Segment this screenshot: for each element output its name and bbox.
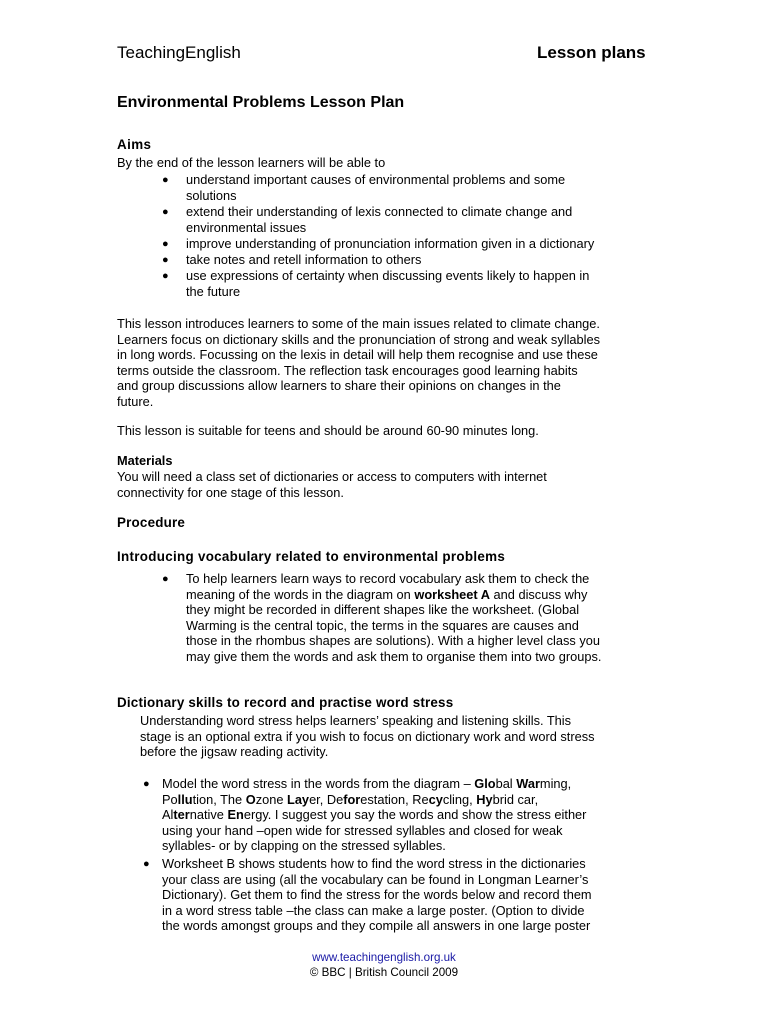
header-section-label: Lesson plans bbox=[537, 43, 646, 62]
text-run: tion, The bbox=[192, 791, 246, 807]
aims-item-line: extend their understanding of lexis connected to climate change and bbox=[186, 204, 573, 219]
paragraph-line: To help learners learn ways to record vocabulary ask them to check the bbox=[186, 571, 590, 586]
stressed-syllable: En bbox=[227, 807, 244, 823]
paragraph-line: the words amongst groups and they compile all answers in one large poster bbox=[162, 918, 591, 934]
paragraph-line: Understanding word stress helps learners’ speaking and listening skills. This bbox=[140, 713, 572, 728]
paragraph-line: Warming is the central topic, the terms in the squares are causes and bbox=[186, 617, 579, 633]
paragraph-line: before the jigsaw reading activity. bbox=[140, 744, 329, 760]
bullet-icon: ● bbox=[143, 778, 150, 790]
paragraph-line: syllables- or by clapping on the stressed syllables. bbox=[162, 838, 446, 854]
paragraph-line bbox=[186, 587, 601, 603]
aims-item bbox=[186, 252, 421, 268]
aims-item-line: take notes and retell information to others bbox=[186, 252, 422, 267]
paragraph-line: those in the rhombus shapes are solutions). With a higher level class you bbox=[186, 633, 600, 649]
paragraph-line: Dictionary). Get them to find the stress for the words below and record them bbox=[162, 887, 592, 903]
bullet-icon: ● bbox=[162, 174, 169, 186]
paragraph-line: You will need a class set of dictionaries or access to computers with internet bbox=[117, 469, 547, 484]
page-title: Environmental Problems Lesson Plan bbox=[117, 94, 405, 111]
paragraph-line: your class are using (all the vocabulary can be found in Longman Learner’s bbox=[162, 871, 589, 887]
suitability-text: This lesson is suitable for teens and should be around 60-90 minutes long. bbox=[117, 423, 539, 438]
stressed-syllable: cy bbox=[428, 791, 443, 807]
worksheet-b-item bbox=[162, 856, 592, 934]
procedure-heading: Procedure bbox=[117, 515, 186, 530]
header-brand: TeachingEnglish bbox=[117, 43, 241, 62]
bullet-icon: ● bbox=[162, 270, 169, 282]
stressed-syllable: for bbox=[343, 791, 361, 807]
aims-item-line: environmental issues bbox=[186, 219, 307, 235]
stressed-syllable: ter bbox=[173, 807, 190, 823]
text-run: zone bbox=[255, 791, 287, 807]
text-run: ergy. I suggest you say the words and show the stress either bbox=[243, 807, 587, 823]
vocab-section-heading: Introducing vocabulary related to environmental problems bbox=[117, 549, 506, 564]
text-run: Model the word stress in the words from the diagram – bbox=[162, 776, 475, 791]
text-run: bal bbox=[495, 776, 517, 791]
footer-website-link[interactable]: www.teachingenglish.org.uk bbox=[312, 951, 456, 964]
paragraph-line: connectivity for one stage of this lesson. bbox=[117, 484, 344, 500]
paragraph-line bbox=[162, 776, 586, 792]
paragraph-line: stage is an optional extra if you wish to focus on dictionary work and word stress bbox=[140, 728, 595, 744]
paragraph-line: in a word stress table –the class can make a large poster. (Option to divide bbox=[162, 902, 585, 918]
aims-heading: Aims bbox=[117, 137, 152, 152]
text-run: er, De bbox=[309, 791, 344, 807]
paragraph-line bbox=[162, 807, 586, 823]
dictionary-section-heading: Dictionary skills to record and practise word stress bbox=[117, 695, 454, 710]
text-run: meaning of the words in the diagram on bbox=[186, 586, 415, 602]
paragraph-line bbox=[162, 792, 586, 808]
footer-copyright: © BBC | British Council 2009 bbox=[309, 966, 459, 979]
paragraph-line: they might be recorded in different shapes like the worksheet. (Global bbox=[186, 602, 580, 618]
materials-heading: Materials bbox=[117, 453, 173, 468]
text-run: and discuss why bbox=[489, 586, 588, 602]
word-stress-model-item bbox=[162, 776, 586, 854]
paragraph-line: Worksheet B shows students how to find the word stress in the dictionaries bbox=[162, 856, 586, 871]
aims-intro: By the end of the lesson learners will be able to bbox=[117, 155, 386, 170]
aims-item bbox=[186, 268, 589, 299]
text-run: Po bbox=[162, 791, 178, 807]
aims-item bbox=[186, 204, 572, 235]
aims-item bbox=[186, 172, 565, 203]
text-run: native bbox=[189, 807, 228, 823]
stressed-syllable: Glo bbox=[474, 776, 496, 791]
bullet-icon: ● bbox=[162, 206, 169, 218]
aims-item-line: the future bbox=[186, 283, 241, 299]
text-run: ming, bbox=[539, 776, 572, 791]
aims-item-line: use expressions of certainty when discussing events likely to happen in bbox=[186, 268, 590, 283]
materials-text bbox=[117, 469, 547, 500]
stressed-syllable: Hy bbox=[476, 791, 493, 807]
bullet-icon: ● bbox=[162, 573, 169, 585]
dictionary-intro bbox=[140, 713, 595, 760]
paragraph-line: using your hand –open wide for stressed syllables and closed for weak bbox=[162, 822, 563, 838]
paragraph-line: may give them the words and ask them to organise them into two groups. bbox=[186, 648, 602, 664]
bullet-icon: ● bbox=[162, 254, 169, 266]
paragraph-line: This lesson introduces learners to some of the main issues related to climate change. bbox=[117, 316, 600, 331]
paragraph-line: in long words. Focussing on the lexis in detail will help them recognise and use these bbox=[117, 347, 598, 363]
paragraph-line: and group discussions allow learners to share their opinions on changes in the bbox=[117, 378, 561, 394]
aims-item-line: solutions bbox=[186, 187, 237, 203]
text-run: Al bbox=[162, 807, 174, 823]
paragraph-line: future. bbox=[117, 393, 154, 409]
paragraph-line: Learners focus on dictionary skills and the pronunciation of strong and weak syllables bbox=[117, 331, 601, 347]
stressed-syllable: llu bbox=[177, 791, 193, 807]
stressed-syllable: Lay bbox=[287, 791, 310, 807]
bullet-icon: ● bbox=[143, 858, 150, 870]
stressed-syllable: War bbox=[516, 776, 540, 791]
vocab-instruction bbox=[186, 571, 601, 665]
bullet-icon: ● bbox=[162, 238, 169, 250]
aims-item bbox=[186, 236, 594, 252]
stressed-syllable: O bbox=[245, 791, 256, 807]
paragraph-line: terms outside the classroom. The reflection task encourages good learning habits bbox=[117, 362, 578, 378]
text-run: cling, bbox=[442, 791, 477, 807]
aims-item-line: improve understanding of pronunciation information given in a dictionary bbox=[186, 236, 595, 251]
text-run: brid car, bbox=[492, 791, 539, 807]
aims-item-line: understand important causes of environmental problems and some bbox=[186, 172, 566, 187]
worksheet-a-reference: worksheet A bbox=[414, 586, 490, 602]
text-run: estation, Re bbox=[360, 791, 429, 807]
intro-paragraph bbox=[117, 316, 600, 410]
